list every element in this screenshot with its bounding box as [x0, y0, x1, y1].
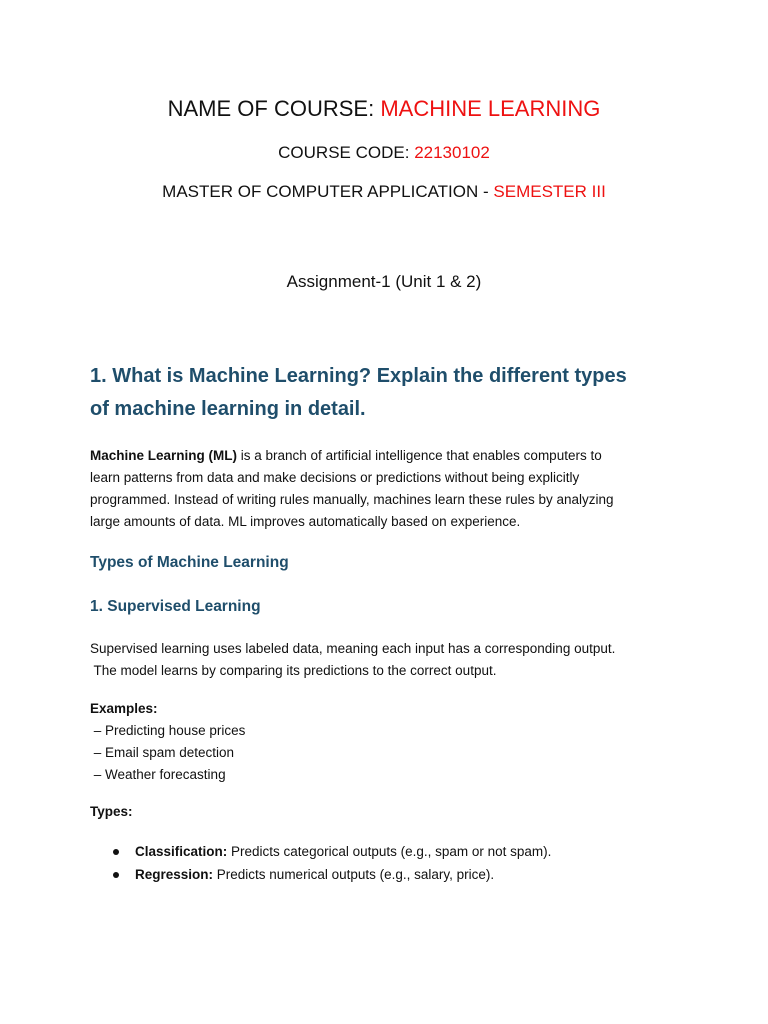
type-term: Classification:: [135, 844, 228, 859]
intro-term: Machine Learning (ML): [90, 448, 238, 463]
type-term: Regression:: [135, 867, 214, 882]
supervised-line-1: Supervised learning uses labeled data, meaning each input has a corresponding output.: [90, 641, 616, 656]
example-item: – Weather forecasting: [90, 767, 226, 782]
types-of-ml-heading: Types of Machine Learning: [90, 554, 289, 571]
supervised-learning-heading: 1. Supervised Learning: [90, 598, 261, 615]
list-item: [90, 863, 680, 886]
bullet-icon: [113, 849, 119, 855]
example-item: – Predicting house prices: [90, 723, 246, 738]
type-description: Predicts categorical outputs (e.g., spam or not spam).: [227, 844, 552, 859]
examples-label: Examples:: [90, 701, 158, 716]
course-name-label: NAME OF COURSE:: [167, 96, 381, 121]
intro-line-4: large amounts of data. ML improves automatically based on experience.: [90, 514, 521, 529]
intro-line-1-text: is a branch of artificial intelligence that enables computers to: [237, 448, 602, 463]
question-heading-line-1: 1. What is Machine Learning? Explain the different types: [90, 365, 627, 387]
course-code-label: COURSE CODE:: [278, 143, 415, 162]
intro-line-2: learn patterns from data and make decisions or predictions without being explicitly: [90, 470, 580, 485]
supervised-line-2: The model learns by comparing its predictions to the correct output.: [90, 663, 497, 678]
course-name-line: [0, 94, 768, 124]
list-item: [90, 840, 680, 863]
example-item: – Email spam detection: [90, 745, 235, 760]
intro-line-1: [90, 445, 680, 467]
semester-value: SEMESTER III: [493, 182, 606, 201]
question-heading: [90, 360, 680, 426]
course-code-line: [0, 141, 768, 165]
types-list: [90, 840, 680, 886]
program-line: [0, 180, 768, 204]
supervised-paragraph: [90, 638, 680, 682]
program-label: MASTER OF COMPUTER APPLICATION -: [162, 182, 494, 201]
course-name-value: MACHINE LEARNING: [380, 96, 601, 121]
intro-paragraph: [90, 445, 680, 533]
course-code-value: 22130102: [414, 143, 490, 162]
assignment-title: Assignment-1 (Unit 1 & 2): [286, 272, 482, 291]
types-label: Types:: [90, 804, 133, 819]
examples-section: [90, 698, 680, 786]
intro-line-3: programmed. Instead of writing rules manually, machines learn these rules by analyzing: [90, 492, 614, 507]
question-heading-line-2: of machine learning in detail.: [90, 398, 366, 420]
bullet-icon: [113, 872, 119, 878]
type-description: Predicts numerical outputs (e.g., salary, price).: [213, 867, 495, 882]
